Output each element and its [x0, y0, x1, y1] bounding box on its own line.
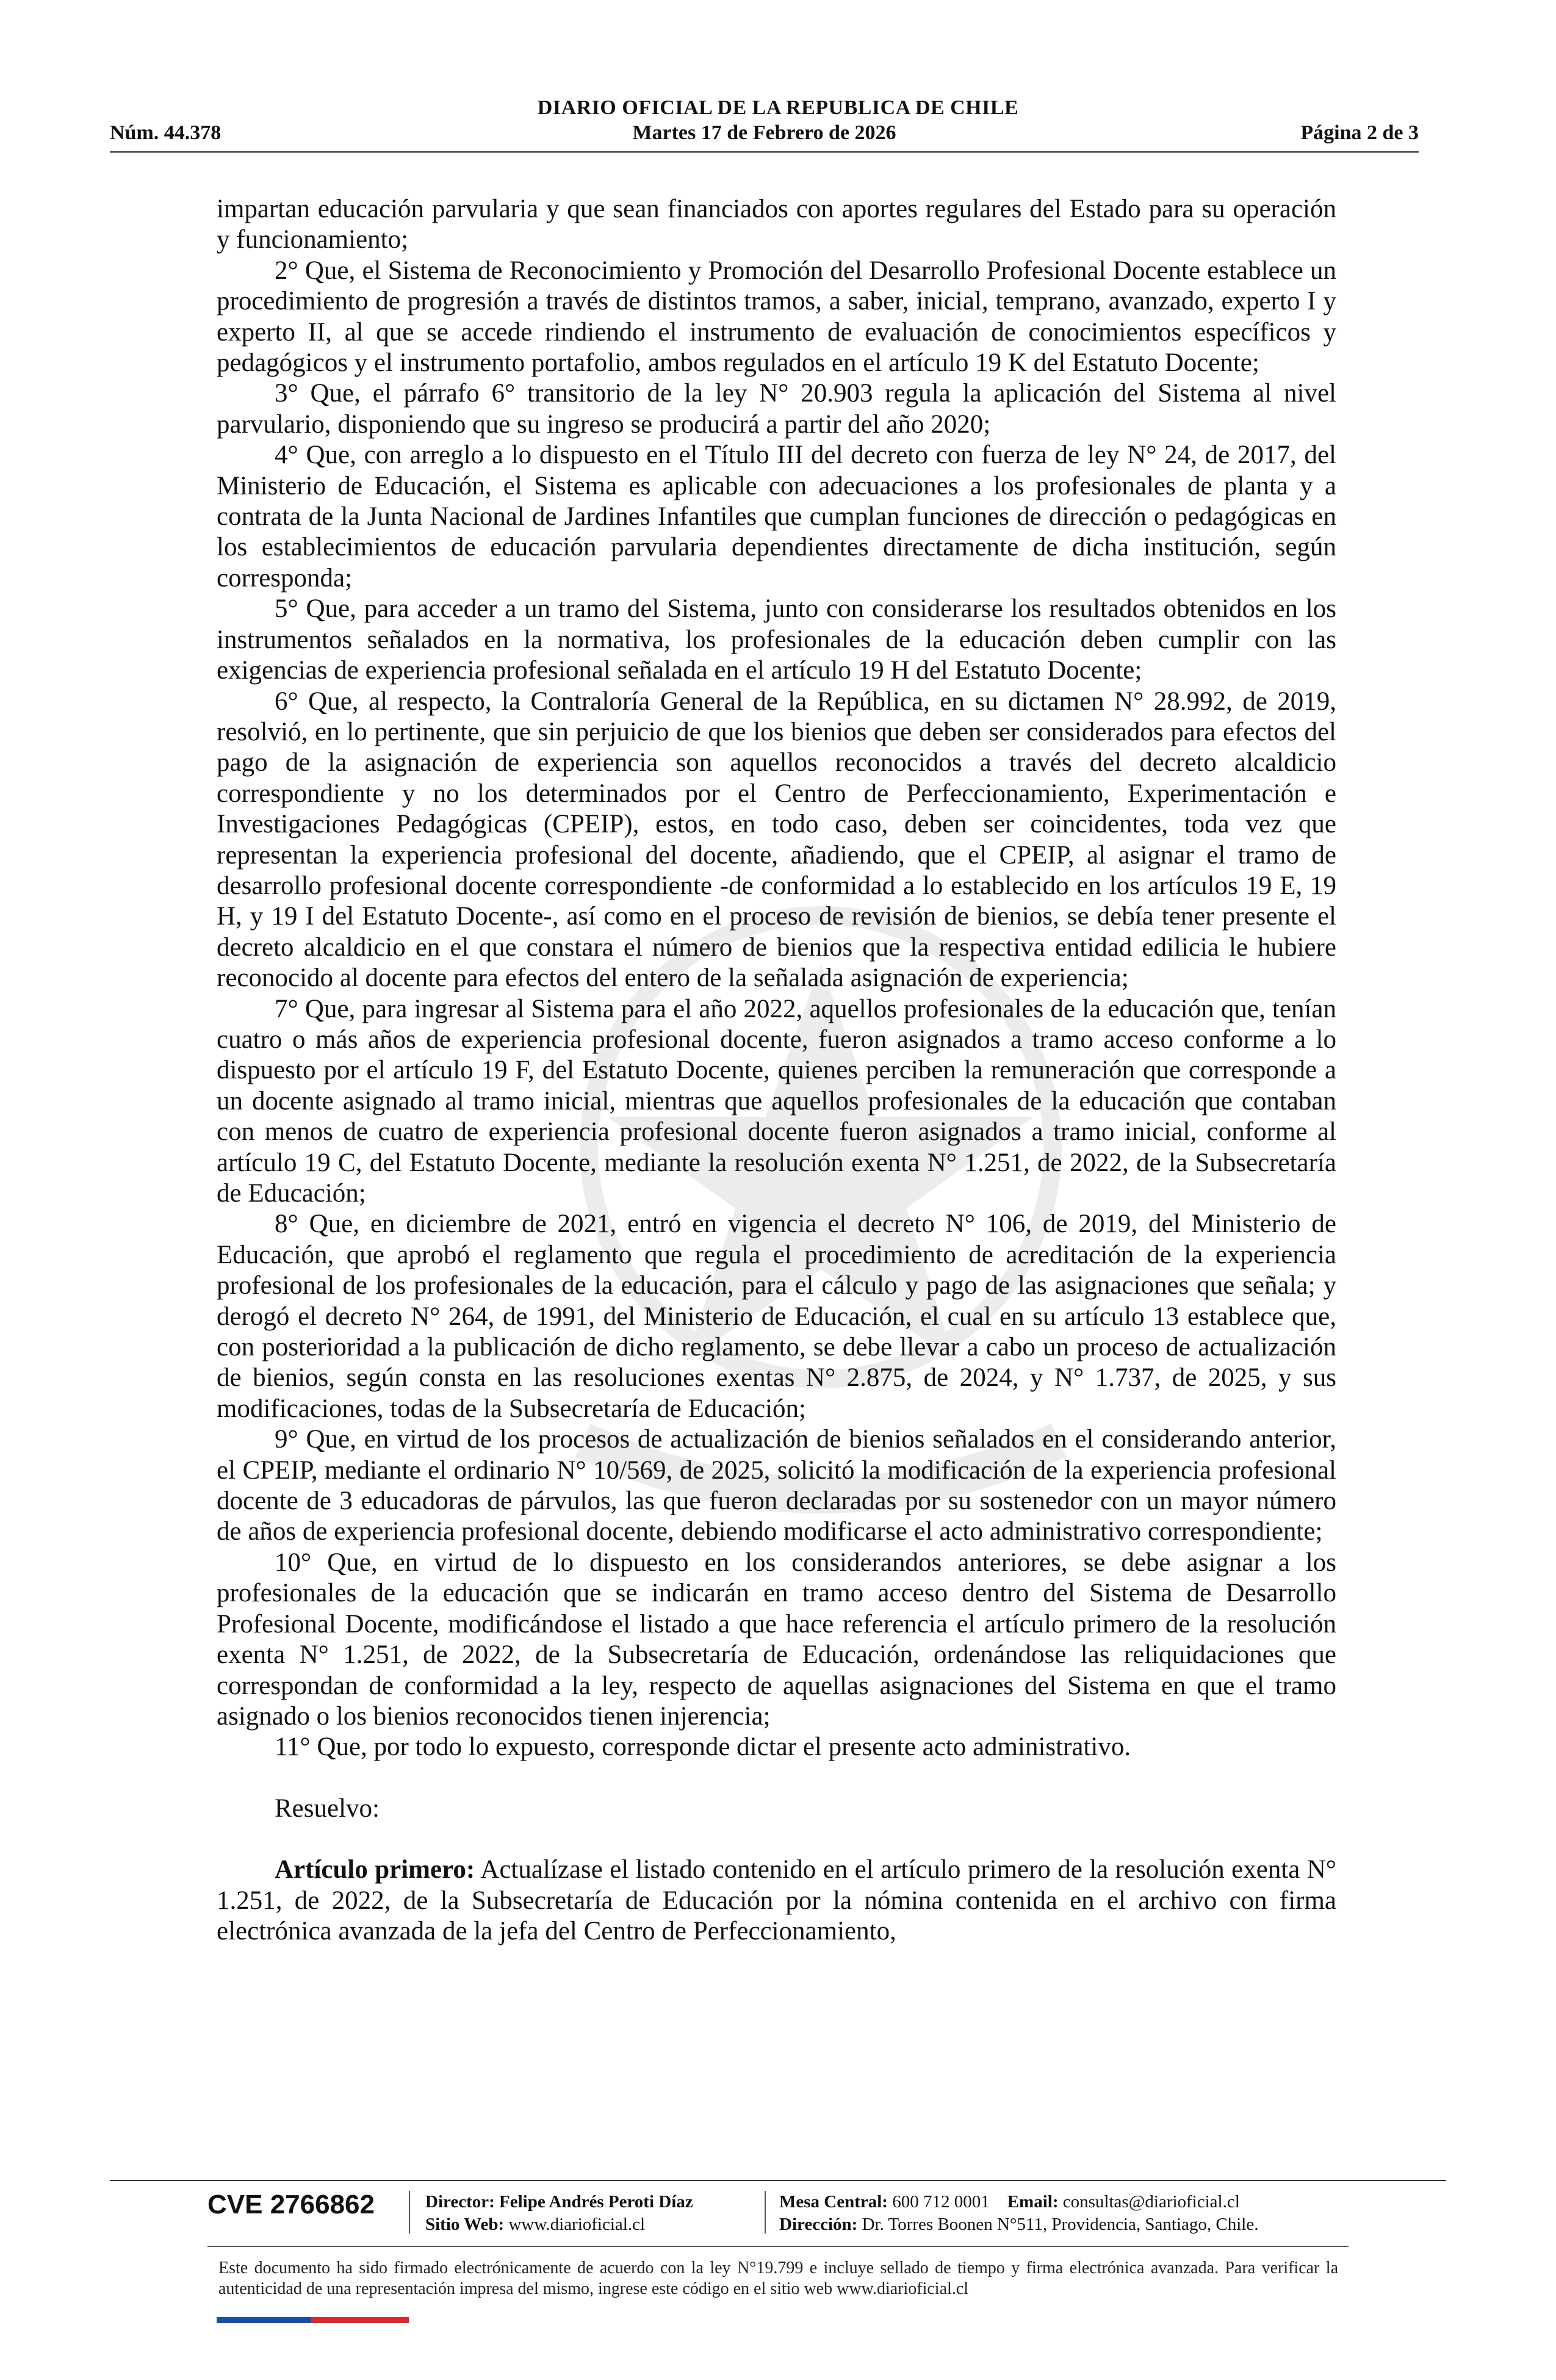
considerando-6: 6° Que, al respecto, la Contraloría General de la República, en su dictamen N° 28.992, de 2019, resolvió, en lo pertinente, que sin perjuicio de que los bienios que deben ser considerados para efectos del pago de la asignación de experiencia son aquellos reconocidos a través del decreto alcaldicio correspondiente y no los determinados por el Centro de Perfeccionamiento, Experimentación e Investigaciones Pedagógicas (CPEIP), estos, en todo caso, deben ser coincidentes, toda vez que representan la experiencia profesional del docente, añadiendo, que el CPEIP, al asignar el tramo de desarrollo profesional docente correspondiente -de conformidad a lo establecido en los artículos 19 E, 19 H, y 19 I del Estatuto Docente-, así como en el proceso de revisión de bienios, se debía tener presente el decreto alcaldicio en el que constara el número de bienios que la respectiva entidad edilicia le hubiere reconocido al docente para efectos del entero de la señalada asignación de experiencia; [217, 687, 1336, 993]
email-link[interactable]: consultas@diarioficial.cl [1062, 2192, 1240, 2212]
articulo-primero [217, 1855, 1336, 1947]
considerando-7: 7° Que, para ingresar al Sistema para el año 2022, aquellos profesionales de la educación que, tenían cuatro o más años de experiencia profesional docente, fueron asignados a tramo acceso conforme a lo dispuesto por el artículo 19 F, del Estatuto Docente, quienes perciben la remuneración que corresponde a un docente asignado al tramo inicial, mientras que aquellos profesionales de la educación que contaban con menos de cuatro de experiencia profesional docente fueron asignados a tramo inicial, conforme al artículo 19 C, del Estatuto Docente, mediante la resolución exenta N° 1.251, de 2022, de la Subsecretaría de Educación; [217, 994, 1336, 1208]
site-label: Sitio Web: [425, 2215, 505, 2234]
publication-date: Martes 17 de Febrero de 2026 [632, 121, 896, 144]
considerando-4: 4° Que, con arreglo a lo dispuesto en el Título III del decreto con fuerza de ley N° 24, de 2017, del Ministerio de Educación, el Sistema es aplicable con adecuaciones a los profesionales de planta y a contrata de la Junta Nacional de Jardines Infantiles que cumplan funciones de dirección o pedagógicas en los establecimientos de educación parvularia dependientes directamente de dicha institución, según corresponda; [217, 441, 1336, 593]
cve-code: CVE 2766862 [207, 2190, 375, 2220]
considerando-5: 5° Que, para acceder a un tramo del Sistema, junto con considerarse los resultados obtenidos en los instrumentos señalados en la normativa, los profesionales de la educación deben cumplir con las exigencias de experiencia profesional señalada en el artículo 19 H del Estatuto Docente; [217, 594, 1336, 685]
header-row [110, 121, 1419, 148]
page-indicator: Página 2 de 3 [1300, 121, 1419, 144]
site-link[interactable]: www.diarioficial.cl [508, 2215, 646, 2234]
flag-red-segment [311, 2317, 409, 2323]
paragraph-continuation: impartan educación parvularia y que sean financiados con aportes regulares del Estado para su operación y funcionamiento; [217, 195, 1336, 254]
address-label: Dirección: [779, 2215, 858, 2234]
flag-blue-segment [217, 2317, 311, 2323]
footer-divider [110, 2180, 1446, 2181]
footer-separator [409, 2191, 410, 2234]
articulo-label: Artículo primero: [275, 1855, 475, 1884]
resuelvo-heading: Resuelvo: [275, 1794, 380, 1823]
email-label: Email: [1007, 2192, 1059, 2212]
header-divider [110, 151, 1419, 153]
footer-divider-2 [207, 2246, 1349, 2247]
mesa-label: Mesa Central: [779, 2192, 888, 2212]
considerando-10: 10° Que, en virtud de lo dispuesto en los considerandos anteriores, se debe asignar a los profesionales de la educación que se indicarán en tramo acceso dentro del Sistema de Desarrollo Profesional Docente, modificándose el listado a que hace referencia el artículo primero de la resolución exenta N° 1.251, de 2022, de la Subsecretaría de Educación, ordenándose las reliquidaciones que correspondan de conformidad a la ley, respecto de aquellas asignaciones del Sistema en que el tramo asignado o los bienios reconocidos tienen injerencia; [217, 1548, 1336, 1731]
mesa-value: 600 712 0001 [892, 2192, 990, 2212]
footer-director-block [425, 2191, 693, 2236]
footer-separator [765, 2191, 766, 2234]
address-value: Dr. Torres Boonen N°511, Providencia, Santiago, Chile. [862, 2215, 1259, 2234]
considerando-8: 8° Que, en diciembre de 2021, entró en vigencia el decreto N° 106, de 2019, del Ministerio de Educación, que aprobó el reglamento que regula el procedimiento de acreditación de la experiencia profesional de los profesionales de la educación, para el cálculo y pago de las asignaciones que señala; y derogó el decreto N° 264, de 1991, del Ministerio de Educación, el cual en su artículo 13 establece que, con posterioridad a la publicación de dicho reglamento, se debe llevar a cabo un proceso de actualización de bienios, según consta en las resoluciones exentas N° 2.875, de 2024, y N° 1.737, de 2025, y sus modificaciones, todas de la Subsecretaría de Educación; [217, 1210, 1336, 1423]
document-body [217, 194, 1336, 1947]
considerando-9: 9° Que, en virtud de los procesos de actualización de bienios señalados en el considerando anterior, el CPEIP, mediante el ordinario N° 10/569, de 2025, solicitó la modificación de la experiencia profesional docente de 3 educadoras de párvulos, las que fueron declaradas por su sostenedor con un mayor número de años de experiencia profesional docente, debiendo modificarse el acto administrativo correspondiente; [217, 1425, 1336, 1546]
issue-number: Núm. 44.378 [110, 121, 222, 144]
footer-contact-block [779, 2191, 1258, 2236]
publication-title: DIARIO OFICIAL DE LA REPUBLICA DE CHILE [537, 96, 1019, 119]
considerando-2: 2° Que, el Sistema de Reconocimiento y Promoción del Desarrollo Profesional Docente establece un procedimiento de progresión a través de distintos tramos, a saber, inicial, temprano, avanzado, experto I y experto II, al que se accede rindiendo el instrumento de evaluación de conocimientos específicos y pedagógicos y el instrumento portafolio, ambos regulados en el artículo 19 K del Estatuto Docente; [217, 256, 1336, 378]
electronic-signature-note: Este documento ha sido firmado electrónicamente de acuerdo con la ley N°19.799 e incluye sellado de tiempo y firma electrónica avanzada. Para verificar la autenticidad de una representación impresa del mismo, ingrese este código en el sitio web www.diarioficial.cl [218, 2259, 1338, 2298]
articulo-text: Actualízase el listado contenido en el artículo primero de la resolución exenta N° 1.251, de 2022, de la Subsecretaría de Educación por la nómina contenida en el archivo con firma electrónica avanzada de la jefa del Centro de Perfeccionamiento, [217, 1855, 1336, 1945]
considerando-11: 11° Que, por todo lo expuesto, corresponde dictar el presente acto administrativo. [275, 1733, 1131, 1762]
considerando-3: 3° Que, el párrafo 6° transitorio de la ley N° 20.903 regula la aplicación del Sistema al nivel parvulario, disponiendo que su ingreso se producirá a partir del año 2020; [217, 379, 1336, 439]
director-name: Felipe Andrés Peroti Díaz [499, 2192, 693, 2212]
director-label: Director: [425, 2192, 495, 2212]
